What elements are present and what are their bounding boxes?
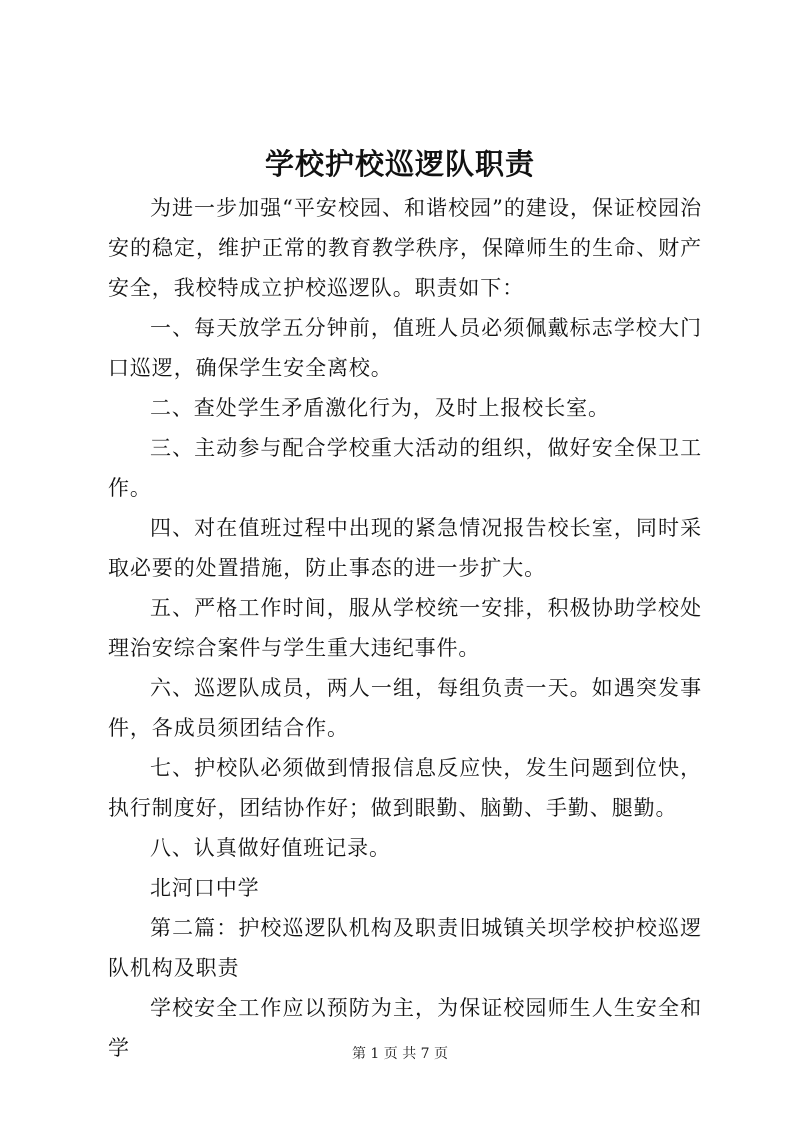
document-body: [108, 188, 702, 1068]
paragraph-duty-7: 七、护校队必须做到情报信息反应快，发生问题到位快，执行制度好，团结协作好；做到眼勤、脑勤、手勤、腿勤。: [108, 756, 702, 820]
paragraph-duty-1: 一、每天放学五分钟前，值班人员必须佩戴标志学校大门口巡逻，确保学生安全离校。: [108, 316, 702, 380]
paragraph-duty-8: 八、认真做好值班记录。: [150, 836, 391, 860]
paragraph-duty-6: 六、巡逻队成员，两人一组，每组负责一天。如遇突发事件，各成员须团结合作。: [108, 676, 702, 740]
paragraph-school-name: 北河口中学: [150, 876, 260, 900]
paragraph-second-article-heading: 第二篇：护校巡逻队机构及职责旧城镇关坝学校护校巡逻队机构及职责: [108, 916, 702, 980]
paragraph-second-article-body: 学校安全工作应以预防为主，为保证校园师生人生安全和学: [108, 996, 702, 1060]
paragraph-duty-5: 五、严格工作时间，服从学校统一安排，积极协助学校处理治安综合案件与学生重大违纪事件。: [108, 596, 702, 660]
paragraph-duty-2: 二、查处学生矛盾激化行为，及时上报校长室。: [150, 396, 610, 420]
paragraph-intro: 为进一步加强“平安校园、和谐校园”的建设，保证校园治安的稳定，维护正常的教育教学秩序，保障师生的生命、财产安全，我校特成立护校巡逻队。职责如下：: [108, 196, 702, 300]
paragraph-duty-4: 四、对在值班过程中出现的紧急情况报告校长室，同时采取必要的处置措施，防止事态的进一步扩大。: [108, 516, 702, 580]
paragraph-duty-3: 三、主动参与配合学校重大活动的组织，做好安全保卫工作。: [108, 436, 702, 500]
document-title: 学校护校巡逻队职责: [264, 147, 535, 181]
page-footer: 第 1 页 共 7 页: [351, 1046, 449, 1062]
